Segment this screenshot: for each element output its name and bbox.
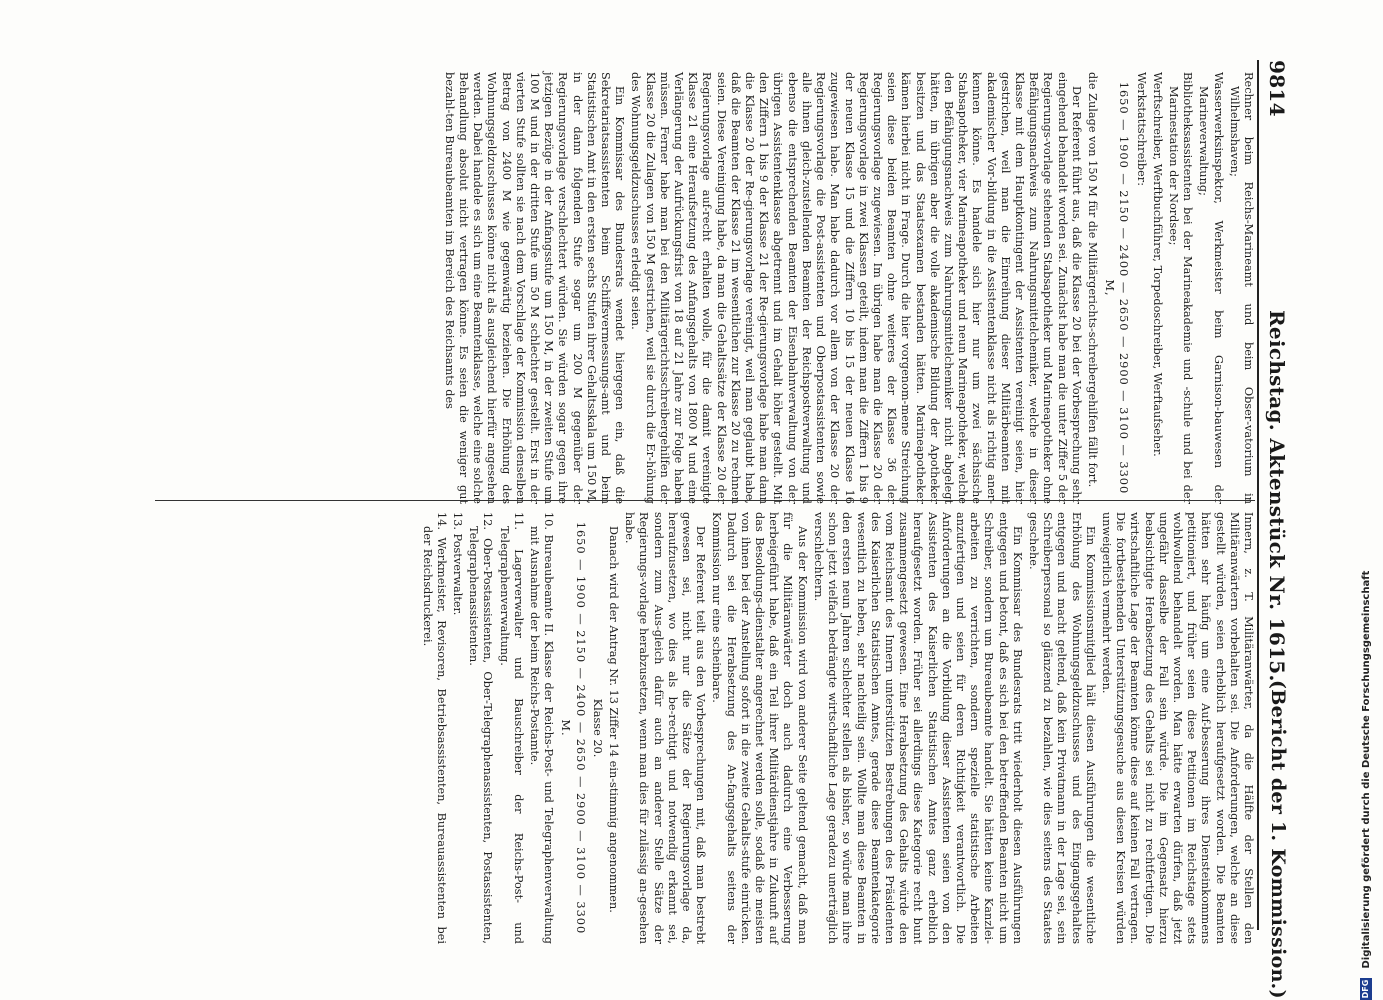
digitization-footer <box>1360 0 1378 1000</box>
paragraph: Ein Kommissar des Bundesrats wendet hiergegen ein, daß die Sekretariatsassistenten beim Schiffsvermessungs-amt und beim Statistischen Amt in den ersten sechs Stufen ihrer Gehaltsskala um 150 M, in der dann folgenden Stufe sogar um 200 M gegenüber der Regierungsvorlage verschlechtert würden. Sie würden sogar gegen ihre jetzigen Bezüge in der Anfangsstufe um 150 M, in der zweiten Stufe um 100 M und in der dritten Stufe um 50 M schlechter gestellt. Erst in der vierten Stufe sollten sie nach dem Vorschlage der Kommission denselben Betrag von 2400 M wie gegenwärtig beziehen. Die Erhöhung des Wohnungsgeldzuschusses könne nicht als ausgleichend hierfür angesehen werden. Dabei handele es sich um eine Beamtenklasse, welche eine solche Behandlung absolut nicht vertragen könne. Es seien die weniger gut bezahl-ten Bureaubeamten im Bereich des Reichsamts des <box>442 72 627 504</box>
paragraph: Ein Kommissionsmitglied hält diesen Ausführungen die wesentliche Erhöhung des Wohnungsgeldzuschusses und des Eingangsgehaltes entgegen und macht geltend, daß kein Privatmann in der Lage sei, sein Schreiberpersonal so glänzend zu bezahlen, wie dies seitens des Staates geschehe. <box>1026 512 1097 944</box>
paragraph: Werkstattschreiber: <box>1134 72 1148 186</box>
paragraph: Klasse 20. <box>590 698 604 758</box>
page-header <box>1259 60 1295 999</box>
paragraph: Innern, z. T. Militäranwärter, da die Hälfte der Stellen den Militäranwärtern vorbehalten sei. Die Anforderungen, welche an diese gestellt würden, seien erheblich heraufgesetzt worden. Die Beamten hätten sehr häufig um eine Auf-besserung ihres Diensteinkommens petitioniert, und früher seien diese Petitionen im Reichstage stets wohlwollend behandelt worden. Man hätte erwarten dürfen, daß jetzt ungefähr dasselbe der Fall sein würde. Die im Gegensatz hierzu beabsichtigte Herabsetzung des Gehalts sei nicht zu rechtfertigen. Die wirtschaftliche Lage der Beamten könne diese auf keinen Fall vertragen. Die fortbestehenden Unterstützungsgesuche aus diesen Kreisen würden unweigerlich vermehrt werden. <box>1099 512 1255 944</box>
paragraph: Werftschreiber, Werftbuchführer, Torpedoschreiber, Werftaufseher. <box>1150 72 1164 457</box>
footer-credit: Digitalisierung gefördert durch die Deutsche Forschungsgemeinschaft <box>1361 570 1372 969</box>
paragraph: 11. Lagerverwalter und Bauschreiber der Reichs-Post- und Telegraphenverwaltung. <box>497 512 525 944</box>
paragraph: 1650 — 1900 — 2150 — 2400 — 2650 — 2900 — 3100 — 3300 M, <box>1103 81 1131 495</box>
paragraph: Danach wird der Antrag Nr. 13 Ziffer 14 ein-stimmig angenommen. <box>607 526 621 913</box>
paragraph: 13. Postverwalter. <box>451 512 465 616</box>
column-divider <box>155 500 1255 501</box>
paragraph: Ein Kommissar des Bundesrats tritt wiederholt diesen Ausführungen entgegen und betont, daß es sich bei den betreffenden Beamten nicht um Schreiber, sondern um Bureaubeamte handelt. Sie hätten keine Kanzlei-arbeiten zu verrichten, sondern spezielle statistische Arbeiten anzufertigen und seien für deren Richtigkeit verantwortlich. Die Anforderungen an die Vorbildung dieser Assistenten seien von den Assistenten des Kaiserlichen Statistischen Amtes ganz erheblich heraufgesetzt worden. Früher sei allerdings diese Kategorie recht bunt zusammengesetzt gewesen. Eine Herabsetzung des Gehalts würde den vom Reichsamt des Innern unterstützten Bestrebungen des Präsidenten des Kaiserlichen Statistischen Amtes, gerade diese Beamtenkategorie wesentlich zu heben, sehr nachteilig sein. Wollte man diese Beamten in den ersten neun Jahren schlechter stellen als bisher, so würde man ihre schon jetzt vielfach bedrängte wirtschaftliche Lage geradezu unerträglich verschlechtern. <box>811 512 1024 944</box>
paragraph: Der Referent führt aus, daß die Klasse 20 bei der Vorbesprechung sehr eingehend behandelt worden sei. Zunächst habe man die unter Ziffer 5 der Regierungs-vorlage stehenden Stabsapotheker und Marineapotheker ohne Befähigungsnachweis zum Nahrungsmittelchemiker, welche in dieser Klasse mit dem Hauptkontingent der Assistenten vereinigt seien, hier gestrichen, weil man die Einreihung dieser Militärbeamten mit akademischer Vor-bildung in die Assistentenklasse nicht als richtig aner-kennen könne. Es handele sich hier nur um zwei sächsische Stabsapotheker, vier Marineapotheker und neun Marineapotheker, welche den Befähigungsnachweis zum Nahrungsmittelchemiker nicht abgelegt hätten, im übrigen aber die volle akademische Bildung der Apotheker besitzen und das Staatsexamen bestanden hätten. Marineapotheker kämen hierbei nicht in Frage. Durch die hier vorgenom-mene Streichung seien diese beiden Beamten ohne weiteres der Klasse 36 der Regierungsvorlage zugewiesen. Im übrigen habe man die Klasse 20 der Regierungsvorlage in zwei Klassen geteilt, indem man die Ziffern 1 bis 9 der neuen Klasse 15 und die Ziffern 10 bis 15 der neuen Klasse 16 zugewiesen habe. Man habe dadurch vor allem von der Klasse 20 der Regierungsvorlage die Post-assistenten und Oberpostassistenten sowie alle ihnen gleich-zustellenden Beamten der Reichspostverwaltung und ebenso die entsprechenden Beamten der Eisenbahnverwaltung von der übrigen Assistentenklasse abgetrennt und im Gehalt höher gestellt. Mit den Ziffern 1 bis 9 der Klasse 21 der Re-gierungsvorlage habe man dann die Klasse 20 der Re-gierungsvorlage vereinigt, weil man geglaubt habe, daß die Beamten der Klasse 21 im wesentlichen zur Klasse 20 zu rechnen seien. Diese Vereinigung habe, da man die Gehaltssätze der Klasse 20 der Regierungsvorlage auf-recht erhalten wolle, für die damit vereinigte Klasse 21 eine Heraufsetzung des Anfangsgehalts von 1800 M und eine Verlängerung der Aufrückungsfrist von 18 auf 21 Jahre zur Folge haben müssen. Ferner habe man bei den Militärgerichtsschreibergehilfen der Klasse 20 die Zulagen von 150 M gestrichen, weil sie durch die Er-höhung des Wohnungsgeldzuschusses erledigt seien. <box>629 72 1083 504</box>
page-subtitle: (Bericht der 1. Kommission.) <box>1267 680 1289 999</box>
paragraph: die Zulage von 150 M für die Militärgerichts-schreibergehilfen fällt fort. <box>1085 72 1099 488</box>
paragraph: Bibliotheksassistenten bei der Marineakademie und -schule und bei der Marinestation der Nordsee; <box>1166 72 1195 504</box>
header-rule <box>1257 60 1259 930</box>
dfg-logo: DFG <box>1361 979 1370 999</box>
paragraph: 1650 — 1900 — 2150 — 2400 — 2650 — 2900 — 3100 — 3300 M. <box>559 521 587 935</box>
page-number: 9814 <box>1265 60 1289 117</box>
page-title: Reichstag. Aktenstück Nr. 1615. <box>1265 310 1289 682</box>
paragraph: Rechner beim Reichs-Marineamt und beim Obser-vatorium in Wilhelmshaven; <box>1227 72 1255 504</box>
paragraph: 14. Werkmeister, Revisoren, Betriebsassistenten, Bureauassistenten bei der Reichsdruckerei. <box>420 512 448 944</box>
paragraph: 12. Ober-Postassistenten, Ober-Telegraphenassistenten, Postassistenten, Telegraphenassistenten. <box>467 512 495 944</box>
paragraph: 10. Bureaubeamte II. Klasse der Reichs-Post- und Telegraphenverwaltung mit Ausnahme der beim Reichs-Postamte. <box>528 512 556 944</box>
text-column-left <box>440 72 1255 504</box>
paragraph: Der Referent teilt aus den Vorbesprechungen mit, daß man bestrebt gewesen sei, nicht nur die Sätze der Regierungsvorlage da, heraufzusetzen, wo dies als be-rechtigt und notwendig erkannt sei, sondern zum Aus-gleich dafür auch an anderer Stelle Sätze der Regierungs-vorlage herabzusetzen, wenn man dies für zulässig an-gesehen habe. <box>623 512 708 944</box>
paragraph: Wasserwerksinspektor, Werkmeister beim Garnison-bauwesen der Marineverwaltung; <box>1197 72 1225 504</box>
paragraph: Aus der Kommission wird von anderer Seite geltend gemacht, daß man für die Militäranwärter doch auch dadurch eine Verbesserung herbeigeführt habe, daß ein Teil ihrer Militärdienstjahre in Zukunft auf das Besoldungs-dienstalter angerechnet werden solle, sodaß die meisten von ihnen bei der Anstellung sofort in die zweite Gehalts-stufe einrücken. Dadurch sei die Herabsetzung des An-fangsgehalts seitens der Kommission nur eine scheinbare. <box>710 512 809 944</box>
text-column-right <box>417 512 1255 944</box>
